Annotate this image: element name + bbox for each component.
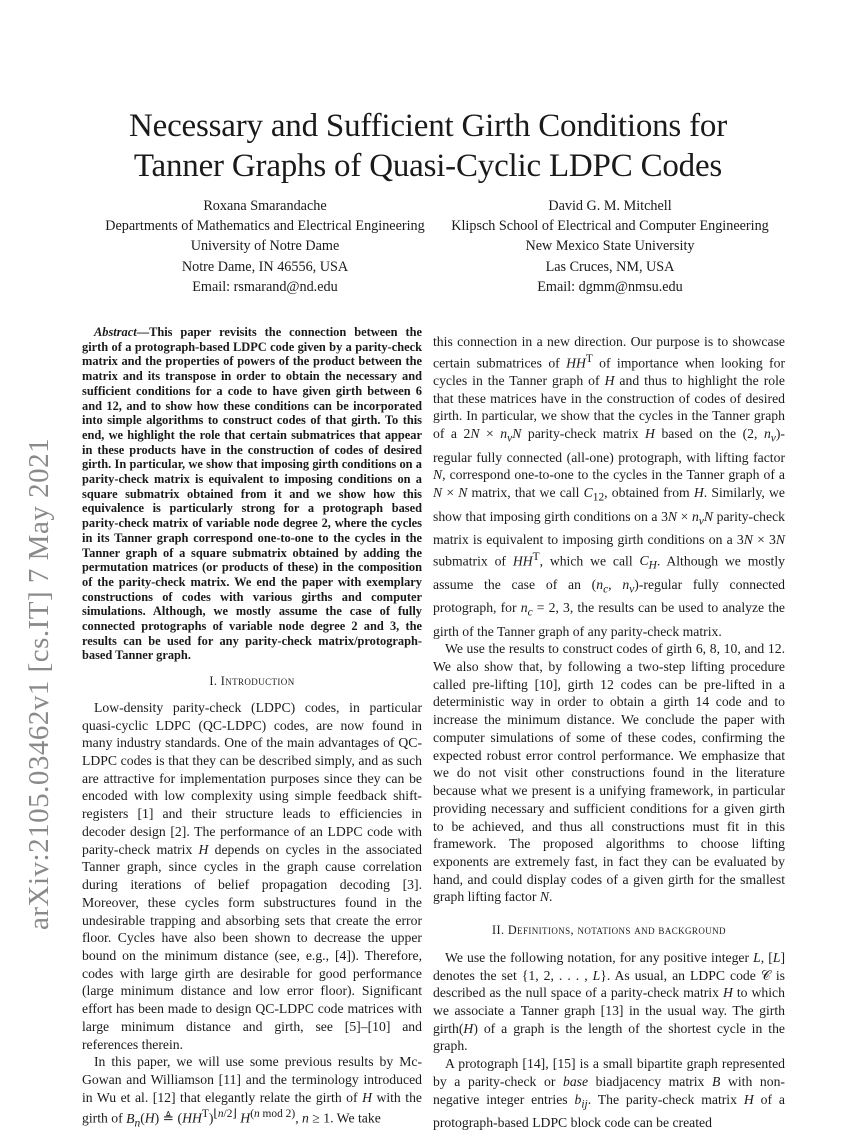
- author-email: Email: rsmarand@nd.edu: [192, 278, 338, 295]
- abstract-label: Abstract: [94, 325, 137, 339]
- author-institution: New Mexico State University: [525, 238, 695, 255]
- intro-paragraph-2: In this paper, we will use some previous results by Mc-Gowan and Williamson [11] and the terminology introduced in Wu et al. [12] that elegantly relate the girth of H with the girth of $B_n(H)$ ≜ $(HH^T)^{⌊n/2⌋}$ $H^{(n mod 2)}$, n ≥ 1. We take: [82, 1054, 422, 1130]
- author-block-2: [430, 196, 790, 297]
- author-name: Roxana Smarandache: [203, 198, 327, 214]
- section-heading-definitions: II. Definitions, notations and background: [492, 923, 726, 938]
- left-column: [82, 325, 422, 1133]
- author-address: Las Cruces, NM, USA: [545, 258, 675, 275]
- title-line-2: Tanner Graphs of Quasi-Cyclic LDPC Codes: [133, 148, 723, 184]
- intro-paragraph-3: We use the results to construct codes of girth 6, 8, 10, and 12. We also show that, by following a two-step lifting procedure called pre-lifting [10], girth 12 codes can be pre-lifted in a deterministic way in order to obtain a girth 14 code and to increase the minimum distance. We conclude the paper with computer simulations of some of these codes, confirming the expected robust error control performance. We emphasize that we do not visit other constructions found in the literature because what we present is a unifying framework, in particular providing necessary and sufficient conditions for a given girth to be achieved, and thus all constructions must fit in this framework. The proposed algorithms to choose lifting exponents are extremely fast, in fact they can be evaluated by hand, and could display codes of a given girth for the smallest graph lifting factor N.: [433, 641, 785, 905]
- author-address: Notre Dame, IN 46556, USA: [181, 258, 349, 275]
- author-email: Email: dgmm@nmsu.edu: [537, 278, 683, 295]
- intro-paragraph-2-continued: this connection in a new direction. Our purpose is to showcase certain submatrices of $HH^T$ of importance when looking for cycles in the Tanner graph of H and thus to highlight the role that these matrices have in the construction of codes of desired girth. In particular, we show that the cycles in the Tanner graph of a $2N \times n_vN$ parity-check matrix H based on the (2, $n_v$)-regular fully connected (all-one) protograph, with lifting factor N, correspond one-to-one to the cycles in the Tanner graph of a N × N matrix, that we call $C_{12}$, obtained from H. Similarly, we show that imposing girth conditions on a $3N \times n_vN$ parity-check matrix is equivalent to imposing girth conditions on a 3N × 3N submatrix of $HH^T$, which we call $C_H$. Although we mostly assume the case of an ($n_c$, $n_v$)-regular fully connected protograph, for $n_c = 2$, 3, the results can be used to analyze the girth of the Tanner graph of any parity-check matrix.: [433, 334, 786, 639]
- abstract: [82, 325, 422, 663]
- title-line-1: Necessary and Sufficient Girth Conditions for: [128, 108, 728, 144]
- author-affiliation: Klipsch School of Electrical and Computer Engineering: [451, 218, 769, 235]
- intro-paragraph-1: Low-density parity-check (LDPC) codes, in particular quasi-cyclic LDPC (QC-LDPC) codes, are now found in many industry standards. One of the main advantages of QC-LDPC codes is that they can be described simply, and as such are attractive for implementation purposes since they can be encoded with low complexity using simple feedback shift-registers [1] and their structure leads to efficiencies in decoder design [2]. The performance of an LDPC code with parity-check matrix H depends on cycles in the associated Tanner graph, since cycles in the graph cause correlation during iterations of belief propagation decoding [3]. Moreover, these cycles form substructures found in the undesirable trapping and absorbing sets that create the error floor. Cycles have also been shown to decrease the upper bound on the minimum distance (see, e.g., [4]). Therefore, codes with large girth are desirable for good performance (large minimum distance and low error floor). Significant effort has been made to design QC-LDPC code matrices with large minimum distance and girth, see [5]–[10] and references therein.: [82, 699, 422, 1052]
- author-institution: University of Notre Dame: [190, 238, 340, 255]
- defs-paragraph-1: We use the following notation, for any positive integer L, [L] denotes the set {1, 2, . . . , L}. As usual, an LDPC code 𝒞 is described as the null space of a parity-check matrix H to which we associate a Tanner graph [13] in the usual way. The girth girth(H) of a graph is the length of the shortest cycle in the graph.: [433, 949, 786, 1054]
- section-heading-introduction: I. Introduction: [209, 674, 295, 689]
- paper-title: [60, 106, 796, 186]
- right-column: [433, 333, 785, 1132]
- defs-paragraph-2: A protograph [14], [15] is a small bipartite graph represented by a parity-check or base biadjacency matrix B with non-negative integer entries $b_{ij}$. The parity-check matrix H of a protograph-based LDPC block code can be created: [433, 1056, 785, 1131]
- author-name: David G. M. Mitchell: [548, 198, 672, 214]
- author-affiliation: Departments of Mathematics and Electrical Engineering: [105, 218, 425, 235]
- author-block-1: [70, 196, 460, 297]
- arxiv-identifier: arXiv:2105.03462v1 [cs.IT] 7 May 2021: [23, 437, 55, 930]
- abstract-text: —This paper revisits the connection between the girth of a protograph-based LDPC code given by a parity-check matrix and the properties of powers of the product between the matrix and its transpose in order to obtain the necessary and sufficient conditions for a code to have given girth between 6 and 12, and to show how these conditions can be incorporated into simple algorithms to construct codes of that girth. To this end, we highlight the role that certain submatrices that appear in these products have in the construction of codes of desired girth. In particular, we show that imposing girth conditions on a parity-check matrix is equivalent to imposing conditions on a square submatrix obtained from it and we show how this equivalence is particularly strong for a protograph based parity-check matrix of variable node degree 2, where the cycles in its Tanner graph correspond one-to-one to the cycles in the Tanner graph of a square submatrix obtained by adding the permutation matrices (or products of these) in the composition of the parity-check matrix. We end the paper with exemplary constructions of codes with various girths and computer simulations. Although, we mostly assume the case of fully connected protographs of variable node degree 2 and 3, the results can be used for any parity-check matrix/protograph-based Tanner graph.: [82, 325, 422, 663]
